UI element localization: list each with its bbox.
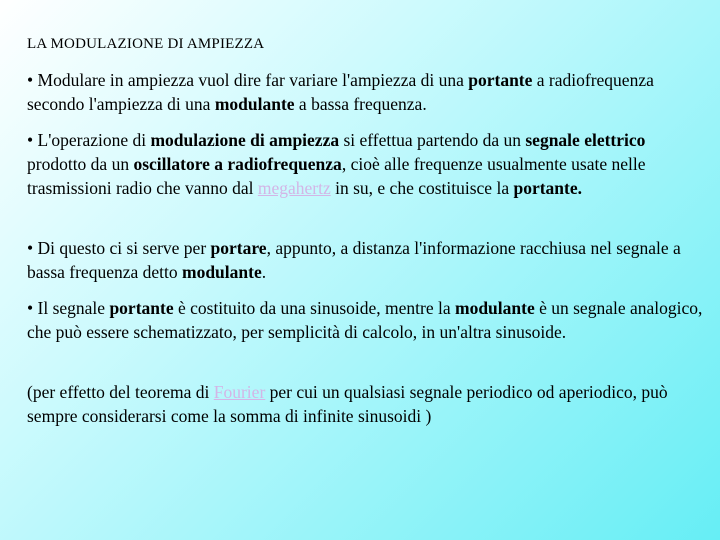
bold-segnale-elettrico: segnale elettrico [525,130,646,150]
bold-portante: portante [109,298,174,318]
bold-portante: portante. [513,178,582,198]
bullet: • [27,130,34,150]
bold-oscillatore: oscillatore a radiofrequenza [133,154,342,174]
text: a radiofrequenza secondo l'ampiezza di una [27,70,654,114]
bold-portare: portare [210,238,267,258]
text: a bassa frequenza. [294,94,427,114]
paragraph-fourier [27,380,707,428]
text: , cioè alle frequenze usualmente usate nelle trasmissioni radio che vanno dal [27,154,646,198]
text: Il segnale [37,298,110,318]
bold-modulante: modulante [455,298,535,318]
bold-portante: portante [468,70,533,90]
text: L'operazione di [37,130,151,150]
bold-modulante: modulante [214,94,295,114]
text: si effettua partendo da un [339,130,526,150]
text: . [261,262,267,282]
text: prodotto da un [27,154,134,174]
page-title: LA MODULAZIONE DI AMPIEZZA [27,36,265,52]
bullet: • [27,298,34,318]
bold-modulante: modulante [182,262,262,282]
text: , appunto, a distanza l'informazione racchiusa nel segnale a bassa frequenza detto [27,238,681,282]
paragraph-portare [27,236,707,284]
fourier-link[interactable]: Fourier [213,382,266,402]
text: è un segnale analogico, che può essere schematizzato, per semplicità di calcolo, in un'altra sinusoide. [27,298,703,342]
bullet: • [27,238,34,258]
text: (per effetto del teorema di [27,382,214,402]
paragraph-operazione [27,128,707,200]
text: per cui un qualsiasi segnale periodico od aperiodico, può sempre considerarsi come la somma di infinite sinusoidi ) [27,382,668,426]
text: è costituito da una sinusoide, mentre la [173,298,455,318]
megahertz-link[interactable]: megahertz [257,178,331,198]
text: Modulare in ampiezza vuol dire far variare l'ampiezza di una [37,70,469,90]
bullet: • [27,70,34,90]
text: Di questo ci si serve per [37,238,211,258]
paragraph-segnale [27,296,707,344]
paragraph-modulare [27,68,707,116]
text: in su, e che costituisce la [330,178,514,198]
bold-modulazione: modulazione di ampiezza [150,130,340,150]
